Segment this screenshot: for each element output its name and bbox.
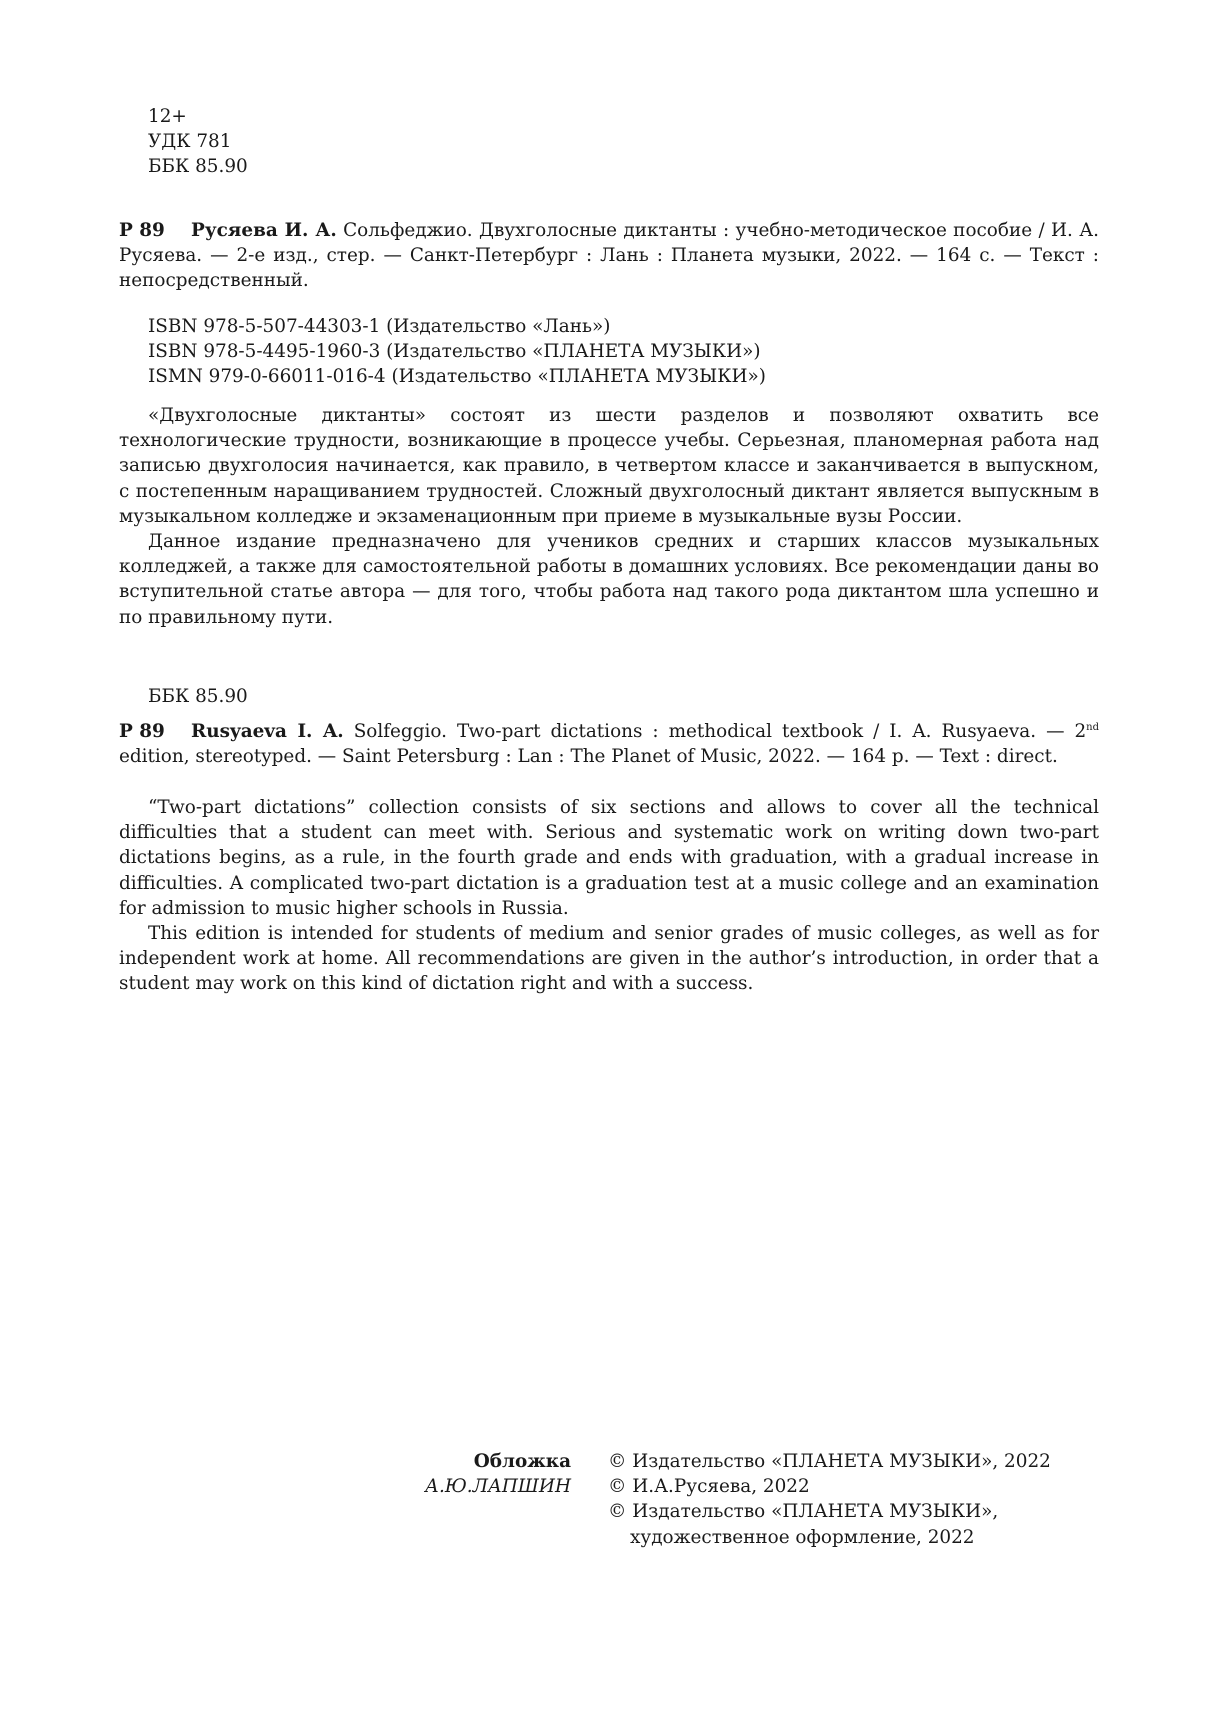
isbn-planeta: ISBN 978-5-4495-1960-3 (Издательство «ПЛАНЕТА МУЗЫКИ»)	[148, 341, 761, 363]
en-citation-author: Rusyaeva I. A.	[191, 721, 344, 742]
ru-citation-code: Р 89	[119, 220, 165, 241]
copyright-author: © И.А.Русяева, 2022	[608, 1476, 810, 1498]
ru-citation-text: Сольфеджио. Двухголосные диктанты : учебно-методическое пособие / И. А. Русяева. — 2-е изд., стер. — Санкт-Петербург : Лань : Планета музыки, 2022. — 164 с. — Текст : непосредственный.	[119, 220, 1099, 292]
cover-label: Обложка	[473, 1451, 571, 1472]
ismn-planeta: ISMN 979-0-66011-016-4 (Издательство «ПЛАНЕТА МУЗЫКИ»)	[148, 366, 766, 388]
cover-artist: А.Ю.ЛАПШИН	[425, 1476, 571, 1498]
en-citation-code: Р 89	[119, 721, 165, 742]
en-abstract-para-1: “Two-part dictations” collection consists of six sections and allows to cover all the technical difficulties that a student can meet with. Serious and systematic work on writing down two-part dictations begins, as a rule, in the fourth grade and ends with graduation, with a gradual increase in difficulties. A complicated two-part dictation is a graduation test at a music college and an examination for admission to music higher schools in Russia.	[119, 797, 1099, 919]
udk-code: УДК 781	[148, 131, 232, 153]
en-citation-sup: nd	[1086, 721, 1099, 733]
ru-citation-author: Русяева И. А.	[191, 220, 337, 241]
copyright-design-cont: художественное оформление, 2022	[630, 1526, 975, 1548]
copyright-publisher: © Издательство «ПЛАНЕТА МУЗЫКИ», 2022	[608, 1451, 1051, 1472]
en-citation-text-pre: Solfeggio. Two-part dictations : methodical textbook / I. A. Rusyaeva. — 2	[353, 721, 1087, 742]
ru-abstract-para-1: «Двухголосные диктанты» состоят из шести разделов и позволяют охватить все технологические трудности, возникающие в процессе учебы. Серьезная, планомерная работа над записью двухголосия начинается, как правило, в четвертом классе и заканчивается в выпускном, с постепенным наращиванием трудностей. Сложный двухголосный диктант является выпускным в музыкальном колледже и экзаменационным при приеме в музыкальные вузы России.	[119, 405, 1099, 527]
bbk-en-code: ББК 85.90	[148, 686, 248, 707]
copyright-list	[608, 1449, 1051, 1550]
ru-abstract-para-2: Данное издание предназначено для учеников средних и старших классов музыкальных колледжей, а также для самостоятельной работы в домашних условиях. Все рекомендации даны во вступительной статье автора — для того, чтобы работа над такого рода диктантом шла успешно и по правильному пути.	[119, 531, 1099, 628]
copyright-design: © Издательство «ПЛАНЕТА МУЗЫКИ»,	[608, 1501, 999, 1523]
ru-abstract	[119, 403, 1099, 630]
bbk-en	[148, 684, 248, 709]
isbn-lan: ISBN 978-5-507-44303-1 (Издательство «Лань»)	[148, 316, 611, 337]
en-citation	[119, 719, 1099, 769]
isbn-block	[148, 314, 766, 390]
en-abstract-para-2: This edition is intended for students of medium and senior grades of music colleges, as well as for independent work at home. All recommendations are given in the author’s introduction, in order that a student may work on this kind of dictation right and with a success.	[119, 923, 1099, 995]
cover-credit	[425, 1449, 571, 1499]
age-rating: 12+	[148, 106, 187, 127]
en-citation-text-post: edition, stereotyped. — Saint Petersburg : Lan : The Planet of Music, 2022. — 164 p. — Text : direct.	[119, 746, 1058, 768]
bbk-code: ББК 85.90	[148, 156, 248, 178]
ru-citation	[119, 218, 1099, 294]
en-abstract	[119, 795, 1099, 997]
classification-header	[148, 104, 248, 180]
